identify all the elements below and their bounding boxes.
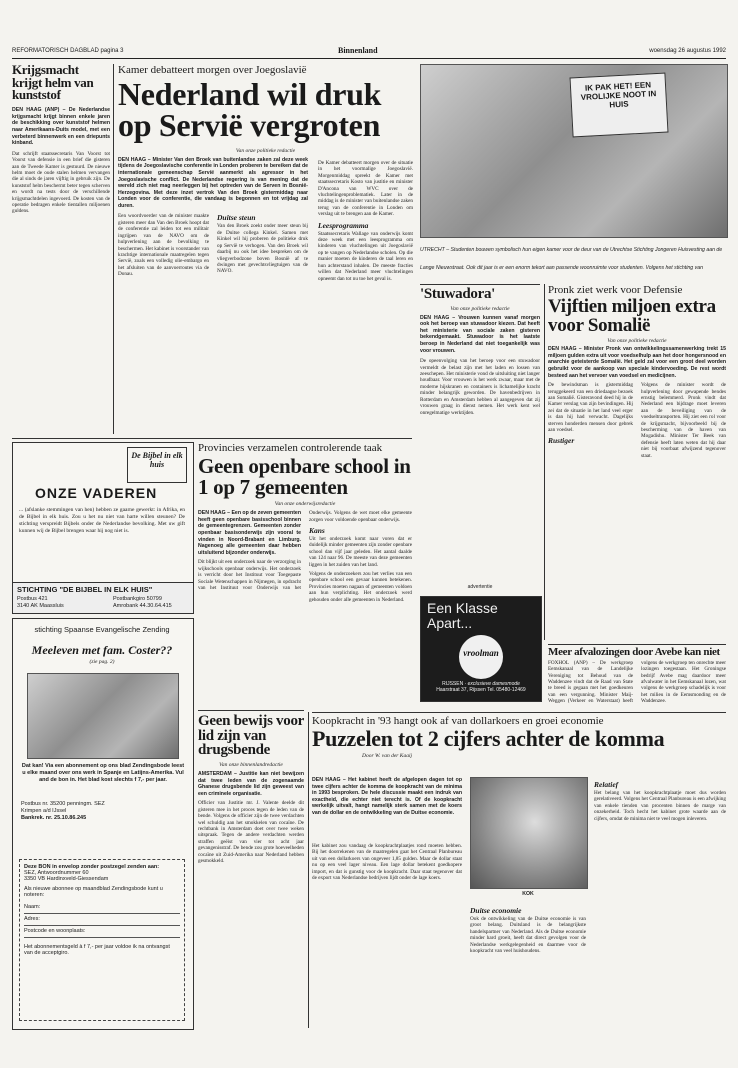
coupon-text: Als nieuwe abonnee op maandblad Zendingsbode kunt u noteren: — [24, 886, 163, 898]
byline: Van onze politieke redactie — [235, 147, 296, 154]
body: Ook de ontwikkeling van de Duitse economie is van groot belang. Duitsland is de belangrijkste handelspartner van Nederland. Als de Duitse economie minder hard groeit, heeft dat direct gevolgen voor de Nederlandse werkgelegenheid en daarmee voor de koopkracht van veel huishoudens. — [470, 916, 586, 955]
ad-title: ONZE VADEREN — [35, 485, 158, 501]
ad-body — [21, 763, 185, 784]
masthead-section: Binnenland — [338, 46, 378, 55]
headline: 'Stuwadora' — [420, 284, 540, 302]
caption-text: UTRECHT – Studenten bouwen symbolisch hun eigen kamer voor de deur van de Utrechtse Stichting Jongeren Huisvesting aan de Lange Nieuwstraat. Ook dit jaar is er een enorm tekort aan passende woonruimte voor studenten. Volgens het stichting van — [420, 247, 723, 271]
body: De bewindsman is gistermiddag teruggekeerd van een driedaagse bezoek aan Somalië. Gisteravond deed hij in de Kamer verslag van zijn bevindingen. Hij zei dat de situatie in het land veel erger is dan hij had verwacht. Dagelijks sterven honderden mensen door gebrek aan voedsel. — [548, 382, 633, 434]
article-openbare-school — [198, 442, 412, 704]
article-joegoslavie-continued — [318, 160, 413, 434]
headline: Meer afvalozingen door Avebe kan niet — [548, 646, 720, 658]
coupon-foot: Het abonnementsgeld à f 7,- per jaar voldoe ik na ontvangst van de acceptgiro. — [24, 944, 170, 956]
footer-name: STICHTING "DE BIJBEL IN ELK HUIS" — [17, 585, 153, 594]
body-middle — [470, 903, 586, 954]
ad-headline: Meeleven met fam. Coster?? — [31, 643, 173, 657]
coupon-title: Deze BON in envelop zonder postzegel zenden aan: — [24, 864, 160, 870]
ad-address: Haarstraat 37 — [436, 687, 467, 693]
body: Uit het onderzoek komt naar voren dat er duidelijk minder gemeenten zijn zonder openbare school dan vijf jaar geleden. Het aantal daalde van 124 naar 96. De meeste van deze gemeenten liggen in het zuiden van het land. — [309, 535, 412, 568]
section-rule — [12, 438, 412, 439]
article-somalie — [548, 284, 726, 638]
ad-footer — [13, 582, 193, 613]
headline: Krijgsmacht krijgt helm van kunststof — [12, 64, 94, 103]
subheading: Relatief — [594, 780, 619, 789]
byline: Van onze politieke redactie — [607, 338, 667, 345]
kicker: Provincies verzamelen controlerende taak — [198, 442, 383, 454]
masthead — [12, 46, 726, 59]
kicker: Pronk ziet werk voor Defensie — [548, 284, 683, 296]
lead: DEN HAAG – Minister Pronk van ontwikkelingssamenwerking trekt 15 miljoen gulden extra uit voor voedselhulp aan het door hongersnood en anarchie geteisterde Somalië. Het geld zal voor een groot deel worden gebruikt voor de aankoop van speciale kindervoeding. De rest wordt besteed aan het vervoer van voedsel en medicijnen. — [548, 346, 726, 379]
body: Een woordvoerder van de minister maakte gisteren meer dan Van den Broek hoopt dat de conferentie zal leiden tot een militair ingrijpen van de NAVO om de hulpverlening aan de bevolking te beschermen. Het kabinet is voorstander van krachtige internationale maatregelen tegen Servië, zoals een volledig olie-embargo en het afsluiten van de aanvoerroutes via de Donau. — [118, 213, 209, 278]
column-rule — [544, 284, 545, 640]
ad-price: f 7,- per jaar. — [134, 777, 167, 783]
body-columns — [198, 510, 412, 603]
body: De opeenvolging van het beroep voor een stuwadoor vermeldt de belast zijn met het laden en lossen van zeeschepen. Het ministerie vond de uitsluiting niet langer houdbaar. Voor vrouwen is het werk zwaar, maar met de moderne hijskranen en containers is lichamelijke kracht minder belangrijk geworden. De havenbedrijven in Rotterdam en Amsterdam hebben al aangegeven dat zij vrouwen graag in dienst nemen. Het werk kent wel onregelmatige werktijden. — [420, 358, 540, 416]
headline: Nederland wil druk op Servië vergroten — [118, 76, 382, 144]
body: Dat schrijft staatssecretaris Van Voorst tot Voorst van defensie in een brief die gisteren aan de Tweede Kamer is gestuurd. De nieuwe helm moet de oude stalen helmen vervangen die al sinds de jaren vijftig in gebruik zijn. De kunststof helm beschermt beter tegen scherven en wordt na tests door de verschillende krijgsmachtdelen ingevoerd. De kosten van de operatie bedragen enkele tientallen miljoenen guldens. — [12, 150, 110, 215]
column-rule — [113, 64, 114, 434]
protest-sign: IK PAK HET! EEN VROLIJKE NOOT IN HUIS — [569, 73, 668, 138]
subheading: Kans — [309, 525, 325, 535]
bank: Bankrek. nr. 25.10.86.245 — [21, 815, 87, 821]
body: Officier van Justitie mr. J. Valente deelde dit gisteren mee in het proces tegen de leden van de bende. Volgens de officier zijn de twee verdachten wel schuldig aan het smokkelen van cocaïne. De rechtbank in Amsterdam doet over twee weken uitspraak. Tegen de andere verdachten werden straffen geëist van vier tot acht jaar gevangenisstraf. De bende zou grote hoeveelheden cocaïne uit Zuid-Amerika naar Nederland hebben gesmokkeld. — [198, 800, 304, 865]
coupon-addr1: SEZ, Antwoordnummer 60 — [24, 870, 89, 876]
body: FOXHOL (ANP) – De werkgroep Eemskanaal van de Landelijke Vereniging tot Behoud van de Waddenzee vindt dat de Raad van State te breed is gegaan met het goedkeuren van een vergunning. Minister Maij-Weggen (Verkeer en Waterstaat) heeft volgens de werkgroep ten onrechte meer lozingen toegestaan. Het Groningse bedrijf Avebe mag daardoor meer afvalwater in het Eemskanaal lozen, wat volgens de werkgroep schadelijk is voor het milieu in de Eemsmonding en de Waddenzee. — [548, 659, 726, 705]
utrecht-caption — [420, 238, 726, 274]
city-field[interactable]: Postcode en woonplaats: — [24, 928, 180, 938]
footer-giro: Postbankgiro 50799 — [113, 596, 162, 602]
body-columns — [118, 213, 308, 277]
article-stuwadora — [420, 284, 540, 584]
vroolman-logo: vroolman — [459, 635, 503, 679]
footer-city: 3140 AK Maassluis — [17, 603, 64, 609]
org-name: stichting Spaanse Evangelische Zending — [34, 625, 170, 634]
subheading: Duitse steun — [217, 213, 256, 223]
masthead-paper: REFORMATORISCH DAGBLAD pagina 3 — [12, 48, 124, 54]
ad-town: Rijssen — [469, 687, 486, 693]
lead: DEN HAAG – Vrouwen kunnen vanaf morgen ook het beroep van stuwadoor kiezen. Dat heeft het ministerie van sociale zaken gisteren bekendgemaakt. Stuwadoor is het laatste beroep in Nederland dat niet toegankelijk was voor vrouwen. — [420, 314, 540, 354]
subheading: Duitse economie — [470, 906, 522, 915]
ad-bijbel-in-elk-huis — [12, 442, 194, 614]
body: Dit blijkt uit een onderzoek naar de verzorging in wijkschools openbaar onderwijs. Het onderzoek is verricht door het Instituut voor Toegepaste Sociale Wetenschappen in Nijmegen, in opdracht van het Instituut voor Onderwijs van het Onderwijs. Volgens de wet moet elke gemeente zorgen voor voldoende openbaar onderwijs. — [198, 510, 412, 591]
ad-contact — [21, 801, 105, 822]
byline: Van onze politieke redactie — [450, 305, 510, 312]
utrecht-photo — [420, 64, 728, 238]
coupon-addr2: 3350 VB Hardinxveld-Giessendam — [24, 876, 109, 882]
body-columns — [548, 382, 726, 459]
ad-city: RIJSSEN — [442, 681, 464, 687]
body: Volgens de onderzoekers zou het verlies van een openbare school een gevaar kunnen betekenen. Provincies moeten nagaan of gemeenten voldoen aan hun verplichting. Het onderzoek werd gehouden onder alle gemeenten in Nederland. — [309, 571, 412, 603]
subheading: Leesprogramma — [318, 220, 369, 230]
photo-caption: KOK — [522, 891, 534, 897]
postbus: Postbus nr. 35200 penningm. SEZ — [21, 801, 105, 807]
kok-photo — [470, 777, 588, 889]
bijbel-logo: De Bijbel in elk huis — [127, 447, 187, 483]
headline: Puzzelen tot 2 cijfers achter de komma — [312, 726, 665, 751]
lead: DEN HAAG – Het kabinet heeft de afgelopen dagen tot op twee cijfers achter de komma de koopkracht van de minima in 1993 besproken. De hele discussie maakt een indruk van exactheid, die echter niet terecht is. Of de koopkracht werkelijk uitvalt, hangt namelijk sterk samen met de koers van de dollar en de ontwikkeling van de Duitse economie. — [312, 777, 462, 816]
body: De Kamer debatteert morgen over de situatie in het voormalige Joegoslavië. Morgenmiddag spreekt de Kamer met staatssecretaris Kosto van justitie en minister D'Ancona van WVC over de vluchtelingenproblematiek. Later in de middag is de minister van buitenlandse zaken terug van de conferentie in Londen om verslag uit te brengen aan de Kamer. — [318, 160, 413, 218]
footer-postbus: Postbus 421 — [17, 596, 48, 602]
lead: AMSTERDAM – Justitie kan niet bewijzen dat twee leden van de zogenaamde Ghanese drugsbende lid zijn geweest van een criminele organisatie. — [198, 771, 304, 797]
ad-vroolman — [420, 596, 542, 702]
ad-details: RIJSSEN · exclusieve damesmode Haarstraat 37, Rijssen Tel. 05480-12469 — [436, 681, 526, 693]
kicker: Kamer debatteert morgen over Joegoslavië — [118, 64, 307, 76]
ad-tagline: exclusieve damesmode — [467, 681, 520, 687]
article-krijgsmacht — [12, 64, 110, 434]
ad-headline: Een Klasse Apart... — [427, 600, 498, 631]
masthead-date: woensdag 26 augustus 1992 — [649, 48, 726, 54]
article-drugsbende — [198, 710, 304, 1029]
kicker: Koopkracht in '93 hangt ook af van dollarkoers en groei economie — [312, 715, 604, 727]
family-photo — [27, 673, 179, 759]
article-koopkracht — [312, 712, 726, 1029]
address-field[interactable]: Adres: — [24, 916, 180, 926]
body: Staatssecretaris Wallage van onderwijs komt deze week met een leesprogramma om kinderen van vluchtelingen uit Joegoslavië op te vangen op Nederlandse scholen. Op die manier moeten de kinderen de taal leren en hun achterstand inhalen. De meeste fracties willen dat Nederland meer vluchtelingen opneemt dan tot nu toe het geval is. — [318, 230, 413, 282]
ad-body-text: Dat kan! Via een abonnement op ons blad Zendingsbode leest u elke maand over ons werk in Spanje en Latijns-Amerika. Vul and de bon in. Het blad kost slechts — [21, 763, 185, 783]
ad-body: ... (afslanke stemmingen van hen) hebben ze gaarne gewerkt: in Afrika, en de Bijbel in elk huis. Zou u het nu niet van harte willen steunen? De stichting verspreidt Bijbels onder de Nederlandse bevolking. Met uw gift kunnen wij de Bijbel brengen waar hij nog niet is. — [19, 507, 185, 534]
city: Krimpen a/d IJssel — [21, 808, 67, 814]
headline: Geen openbare school in 1 op 7 gemeenten — [198, 454, 411, 499]
byline: Door W. van der Kaaij — [361, 752, 413, 759]
headline: Vijftien miljoen extra voor Somalië — [548, 296, 716, 336]
body: Van den Broek zoekt onder meer steun bij de Duitse collega Kinkel. Samen met Kinkel wil hij proberen de politieke druk op Servië te verhogen. Van den Broek wil daarbij nu ook het idee bespreken om de vliegverbodzone boven Bosnië af te dwingen met gevechtsvliegtuigen van de NAVO. — [217, 223, 308, 275]
body: Volgens de minister wordt de hulpverlening door gewapende bendes ernstig belemmerd. Pronk vindt dat Nederland een bijdrage moet leveren aan de beveiliging van de voedseltransporten. Hij ziet een rol voor de krijgsmacht, bijvoorbeeld bij de bescherming van de haven van Mogadishu. Minister Ter Beek van defensie heeft laten weten dat hij daar niet bij voorbaat afwijzend tegenover staat. — [641, 382, 726, 459]
lead: DEN HAAG (ANP) – De Nederlandse krijgsmacht krijgt binnen enkele jaren de beschikking over kunststof helmen naar Amerikaans-Duits model, met een verbeterd binnenwerk en een driepunts kinband. — [12, 107, 110, 147]
headline: Geen bewijs voor lid zijn van drugsbende — [198, 713, 304, 759]
footer-bank: Amrobank 44.30.64.415 — [113, 603, 172, 609]
column-rule — [308, 712, 309, 1028]
body: Het belang van het koopkrachtplaatje moet dus worden gerelativeerd. Volgens het Centraal Planbureau is een afwijking van enkele tienden van procenten binnen de marge van onzekerheid. Toch hecht het kabinet grote waarde aan de cijfers, omdat de minima niet te veel mogen inleveren. — [594, 790, 726, 822]
body-right — [594, 777, 726, 822]
ad-spaanse-zending — [12, 618, 194, 1030]
ad-sub: (zie pag. 2) — [89, 659, 115, 665]
name-field[interactable]: Naam: — [24, 904, 180, 914]
byline: Van onze onderwijsredactie — [274, 501, 336, 508]
coupon — [19, 859, 185, 1021]
lead: DEN HAAG – Een op de zeven gemeenten heeft geen openbare basisschool binnen de gemeentegrenzen. Gemeenten zonder openbaar basisonderwijs zijn vooral te vinden in Noord-Brabant en Limburg. Nagenoeg alle gemeenten daar hebben uitsluitend bijzonder onderwijs. — [198, 510, 301, 556]
ad-phone: Tel. 05480-12469 — [487, 687, 526, 693]
ad-label: advertentie — [467, 584, 493, 590]
lead: DEN HAAG – Minister Van den Broek van buitenlandse zaken zal deze week tijdens de Joegoslavische conferentie in Londen proberen te bereiken dat de internationale gemeenschap Servië aanmerkt als agressor in het Joegoslavische conflict. De Nederlandse regering is van mening dat de wereld zich niet mag neerleggen bij het optreden van de Serven in Bosnië-Herzegovina. Met deze inzet vertrok Van den Broek gistermiddag naar Londen voor de conferentie, die vandaag is begonnen en tot vrijdag zal duren. — [118, 156, 308, 209]
body: Het kabinet zou vandaag de koopkrachtplaatjes rond moeten hebben. Bij het doorrekenen van de maatregelen gaat het Centraal Planbureau uit van een dollarkoers van ongeveer 1,85 gulden. Maar de dollar staat nu op een veel lager niveau. Een lage dollar betekent goedkopere import, en dat is gunstig voor de koopkracht. Daar staat tegenover dat de export van Nederlandse bedrijven lijdt onder de lage koers. — [312, 843, 462, 882]
byline: Van onze binnenlandredactie — [219, 762, 283, 769]
subheading: Rustiger — [548, 436, 575, 446]
article-avebe — [548, 644, 726, 709]
